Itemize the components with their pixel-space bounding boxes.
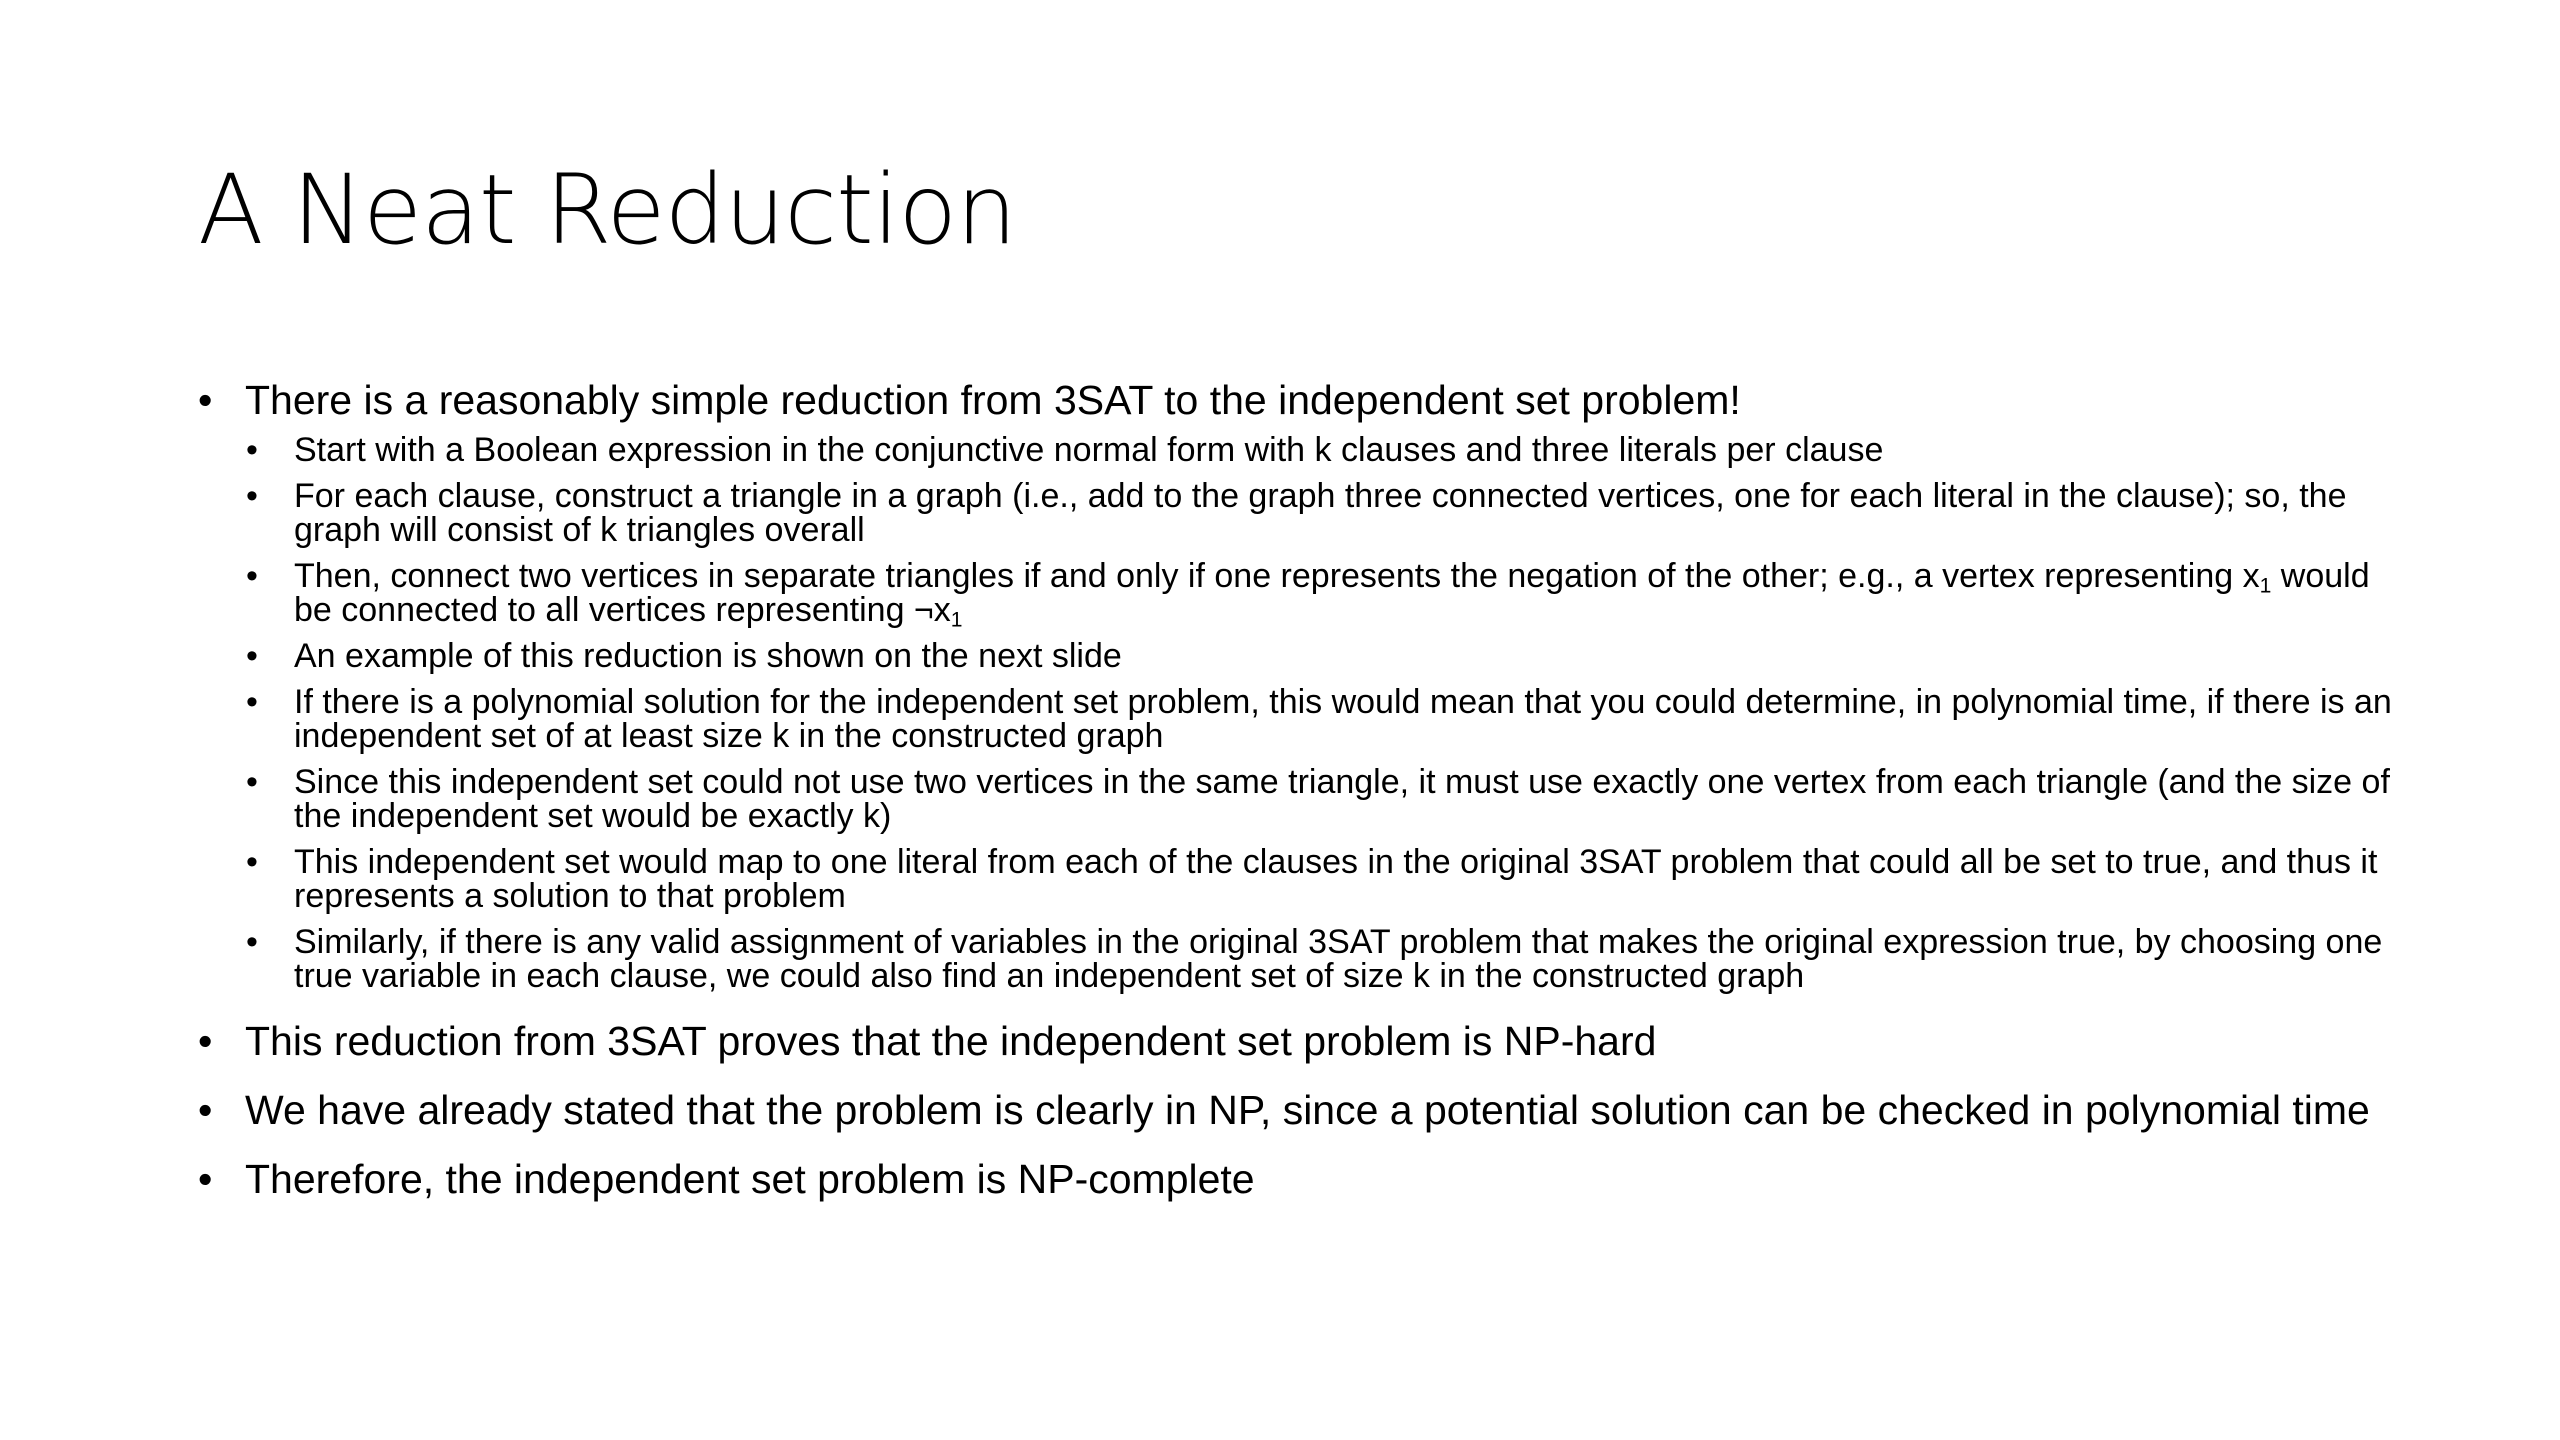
sub-bullet-text: An example of this reduction is shown on the next slide [294, 637, 1122, 675]
sub-bullet-text: Since this independent set could not use two vertices in the same triangle, it must use exactly one vertex from each triangle (and the size of the independent set would be exactly k) [294, 763, 2390, 835]
sub-bullet-text: If there is a polynomial solution for the independent set problem, this would mean that you could determine, in polynomial time, if there is an independent set of at least size k in the constructed graph [294, 683, 2392, 755]
sub-bullet-text-part: Then, connect two vertices in separate triangles if and only if one represents the negation of the other; e.g., a vertex representing x [294, 557, 2260, 595]
bullet-list [198, 377, 2398, 1202]
sub-bullet-item [245, 765, 2398, 833]
sub-bullet-item [245, 685, 2398, 753]
sub-bullet-item [245, 557, 2398, 632]
sub-bullet-text: For each clause, construct a triangle in a graph (i.e., add to the graph three connected vertices, one for each literal in the clause); so, the graph will consist of k triangles overall [294, 477, 2347, 549]
subscript: 1 [950, 608, 963, 632]
bullet-item [198, 1087, 2398, 1133]
bullet-item [198, 1156, 2398, 1202]
bullet-text: There is a reasonably simple reduction from 3SAT to the independent set problem! [245, 377, 1741, 423]
sub-bullet-item [245, 639, 2398, 673]
subscript: 1 [2259, 574, 2272, 598]
sub-bullet-text-part: would be connected to all vertices representing ¬x [294, 557, 2370, 629]
sub-bullet-text: This independent set would map to one literal from each of the clauses in the original 3SAT problem that could all be set to true, and thus it represents a solution to that problem [294, 843, 2378, 915]
sub-bullet-item [245, 845, 2398, 913]
bullet-text: Therefore, the independent set problem is NP-complete [245, 1156, 1255, 1202]
bullet-item [198, 377, 2398, 995]
bullet-text: We have already stated that the problem is clearly in NP, since a potential solution can be checked in polynomial time [245, 1087, 2370, 1133]
sub-bullet-text: Start with a Boolean expression in the conjunctive normal form with k clauses and three literals per clause [294, 431, 1884, 469]
sub-bullet-item [245, 925, 2398, 993]
sub-bullet-item [245, 433, 2398, 467]
slide-title: A Neat Reduction [198, 154, 1016, 266]
sub-bullet-item [245, 479, 2398, 547]
sub-bullet-list [245, 433, 2398, 993]
slide-body [198, 377, 2398, 1228]
bullet-text: This reduction from 3SAT proves that the independent set problem is NP-hard [245, 1018, 1657, 1064]
bullet-item [198, 1018, 2398, 1064]
sub-bullet-text: Similarly, if there is any valid assignment of variables in the original 3SAT problem that makes the original expression true, by choosing one true variable in each clause, we could also find an independent set of size k in the constructed graph [294, 923, 2383, 995]
